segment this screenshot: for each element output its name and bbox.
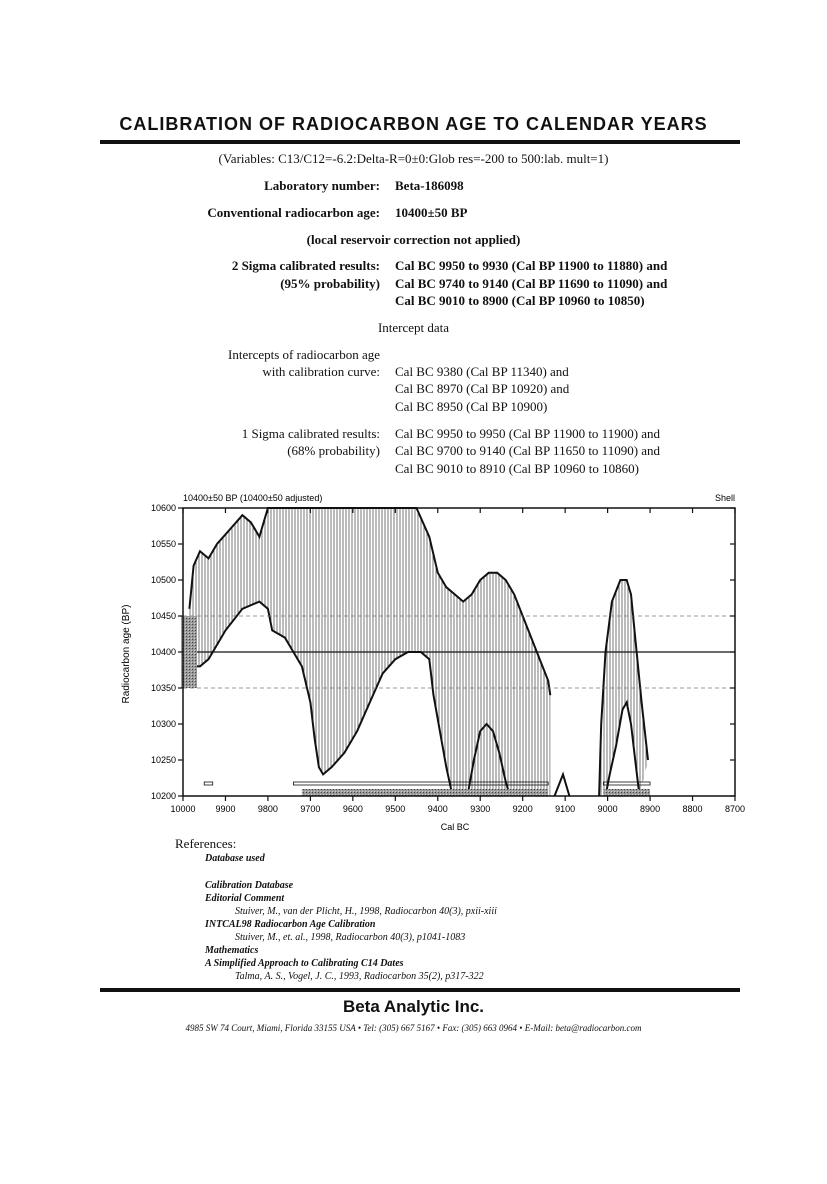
intercept-label: with calibration curve: [262,364,380,379]
x-tick-label: 9200 [512,804,533,814]
reference-line: A Simplified Approach to Calibrating C14 Dates [205,958,404,969]
x-tick-label: 9900 [215,804,236,814]
intercept-line: Cal BC 9380 (Cal BP 11340) and [395,364,569,379]
x-tick-label: 9500 [385,804,406,814]
page-title: CALIBRATION OF RADIOCARBON AGE TO CALENDAR YEARS [119,114,708,134]
two-sigma-label: 2 Sigma calibrated results: [231,258,380,273]
intercept-label: Intercepts of radiocarbon age [228,347,380,362]
lab-number-value: Beta-186098 [395,178,464,193]
y-tick-label: 10200 [150,791,176,801]
x-tick-label: 9600 [342,804,363,814]
lab-number-label: Laboratory number: [264,178,380,193]
chart-corner-label: Shell [714,493,735,503]
plot-area [181,508,735,796]
x-tick-label: 9800 [257,804,278,814]
reference-line: Mathematics [205,945,259,956]
references-heading: References: [175,836,237,851]
x-tick-label: 8900 [640,804,661,814]
reference-line: Stuiver, M., van der Plicht, H., 1998, Radiocarbon 40(3), pxii-xiii [235,906,497,917]
y-tick-label: 10500 [150,575,176,585]
y-tick-label: 10550 [150,539,176,549]
company-address: 4985 SW 74 Court, Miami, Florida 33155 USA • Tel: (305) 667 5167 • Fax: (305) 663 0964 • E-Mail: beta@radiocarbon.com [185,1023,642,1033]
footer-rule [100,988,740,992]
intercept-heading: Intercept data [377,320,450,335]
y-tick-label: 10450 [150,611,176,621]
x-tick-label: 8800 [682,804,703,814]
y-tick-label: 10250 [150,755,176,765]
one-sigma-label: 1 Sigma calibrated results: [241,426,380,441]
reference-line: Stuiver, M., et. al., 1998, Radiocarbon 40(3), p1041-1083 [235,932,466,943]
two-sigma-prob: (95% probability) [280,276,380,291]
one-sigma-line: Cal BC 9700 to 9140 (Cal BP 11650 to 11090) and [395,443,661,458]
x-tick-label: 9400 [427,804,448,814]
database-used-label: Database used [205,853,265,864]
chart-title: 10400±50 BP (10400±50 adjusted) [183,493,323,503]
reference-line: INTCAL98 Radiocarbon Age Calibration [205,919,376,930]
conv-age-value: 10400±50 BP [395,205,468,220]
y-tick-label: 10350 [150,683,176,693]
x-tick-label: 9300 [470,804,491,814]
calibrated-distribution [446,789,548,796]
x-tick-label: 9700 [300,804,321,814]
calibration-chart [0,480,827,840]
y-tick-label: 10400 [150,647,176,657]
chart-xlabel: Cal BC [440,822,470,832]
company-name: Beta Analytic Inc. [342,997,485,1016]
one-sigma-line: Cal BC 9010 to 8910 (Cal BP 10960 to 10860) [395,461,639,476]
reference-line: Editorial Comment [205,893,285,904]
calibrated-distribution [603,789,650,796]
two-sigma-line: Cal BC 9010 to 8900 (Cal BP 10960 to 10850) [395,293,645,308]
intercept-line: Cal BC 8950 (Cal BP 10900) [395,399,548,414]
reference-line: Calibration Database [205,880,294,891]
one-sigma-line: Cal BC 9950 to 9950 (Cal BP 11900 to 11900) and [395,426,661,441]
y-tick-label: 10300 [150,719,176,729]
x-tick-label: 9000 [597,804,618,814]
one-sigma-prob: (68% probability) [287,443,380,458]
header-rule [100,140,740,144]
x-tick-label: 9100 [555,804,576,814]
curve-lower-line [555,774,570,796]
reservoir-note: (local reservoir correction not applied) [306,232,521,247]
calibrated-distribution [302,789,446,796]
x-tick-label: 10000 [170,804,196,814]
reference-line: Talma, A. S., Vogel, J. C., 1993, Radiocarbon 35(2), p317-322 [235,971,484,982]
variables-line: (Variables: C13/C12=-6.2:Delta-R=0±0:Glob res=-200 to 500:lab. mult=1) [218,151,609,166]
two-sigma-line: Cal BC 9740 to 9140 (Cal BP 11690 to 11090) and [395,276,668,291]
y-tick-label: 10600 [150,503,176,513]
chart-ylabel: Radiocarbon age (BP) [121,604,132,704]
intercept-line: Cal BC 8970 (Cal BP 10920) and [395,381,570,396]
two-sigma-line: Cal BC 9950 to 9930 (Cal BP 11900 to 11880) and [395,258,668,273]
x-tick-label: 8700 [724,804,746,814]
conv-age-label: Conventional radiocarbon age: [207,205,380,220]
sigma-range-marker [603,782,650,785]
sigma-range-marker [204,782,212,785]
